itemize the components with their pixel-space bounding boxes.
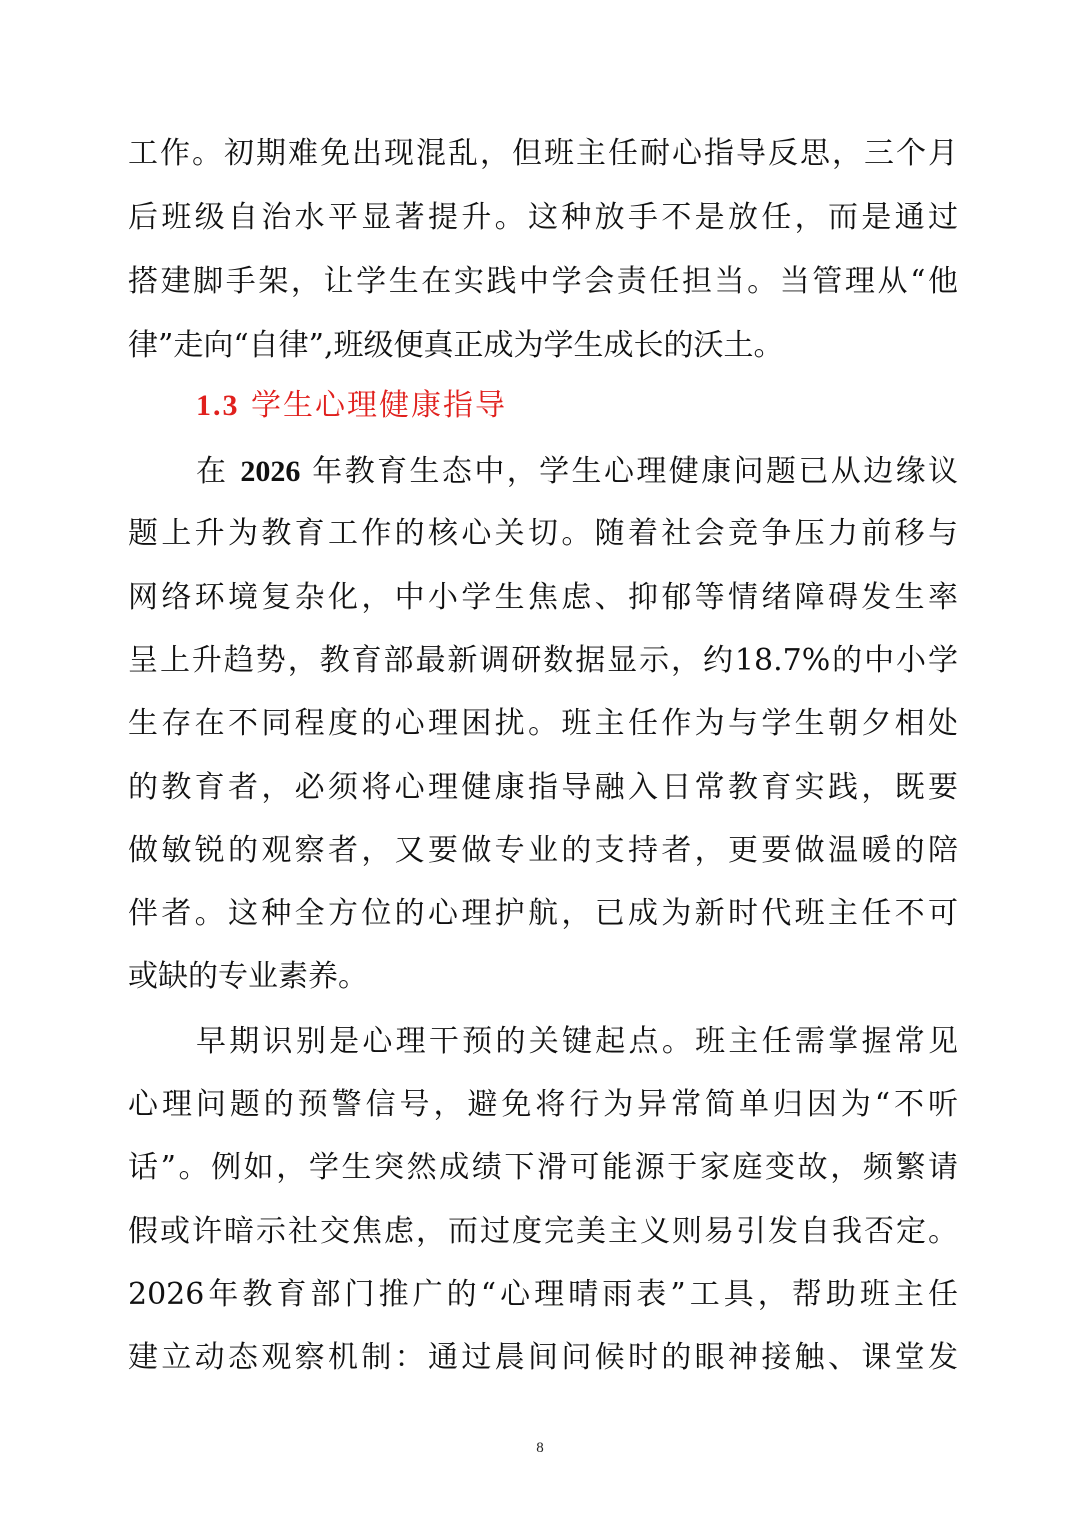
paragraph-line: 2026年教育部门推广的“心理晴雨表”工具，帮助班主任 bbox=[128, 1277, 958, 1312]
page-number: 8 bbox=[536, 1440, 544, 1456]
paragraph-line: 网络环境复杂化，中小学生焦虑、抑郁等情绪障碍发生率 bbox=[128, 580, 958, 615]
paragraph-line: 律”走向“自律”,班级便真正成为学生成长的沃土。 bbox=[128, 328, 784, 363]
paragraph-line: 或缺的专业素养。 bbox=[128, 959, 368, 994]
paragraph-line: 后班级自治水平显著提升。这种放手不是放任，而是通过 bbox=[128, 200, 958, 235]
paragraph-line: 话”。例如，学生突然成绩下滑可能源于家庭变故，频繁请 bbox=[128, 1150, 958, 1185]
paragraph-line: 题上升为教育工作的核心关切。随着社会竞争压力前移与 bbox=[128, 516, 958, 551]
text-prefix: 在 bbox=[196, 454, 241, 489]
paragraph-line: 呈上升趋势，教育部最新调研数据显示，约18.7%的中小学 bbox=[128, 643, 958, 678]
section-heading bbox=[196, 384, 507, 428]
section-title: 学生心理健康指导 bbox=[251, 388, 508, 423]
paragraph-line: 假或许暗示社交焦虑，而过度完美主义则易引发自我否定。 bbox=[128, 1214, 958, 1249]
paragraph-line: 做敏锐的观察者，又要做专业的支持者，更要做温暖的陪 bbox=[128, 833, 958, 868]
paragraph-line: 伴者。这种全方位的心理护航，已成为新时代班主任不可 bbox=[128, 896, 958, 931]
year-number: 2026 bbox=[240, 455, 301, 488]
paragraph-first-line bbox=[196, 452, 958, 492]
paragraph-line: 搭建脚手架，让学生在实践中学会责任担当。当管理从“他 bbox=[128, 264, 958, 299]
paragraph-line: 的教育者，必须将心理健康指导融入日常教育实践，既要 bbox=[128, 770, 958, 805]
paragraph-line: 工作。初期难免出现混乱，但班主任耐心指导反思，三个月 bbox=[128, 136, 958, 171]
paragraph-line: 生存在不同程度的心理困扰。班主任作为与学生朝夕相处 bbox=[128, 706, 958, 741]
paragraph-line: 建立动态观察机制：通过晨间问候时的眼神接触、课堂发 bbox=[128, 1340, 958, 1375]
text-suffix: 年教育生态中，学生心理健康问题已从边缘议 bbox=[300, 454, 958, 489]
paragraph-line: 心理问题的预警信号，避免将行为异常简单归因为“不听 bbox=[128, 1087, 958, 1122]
paragraph-first-line: 早期识别是心理干预的关键起点。班主任需掌握常见 bbox=[196, 1024, 958, 1059]
section-number: 1.3 bbox=[196, 389, 240, 422]
